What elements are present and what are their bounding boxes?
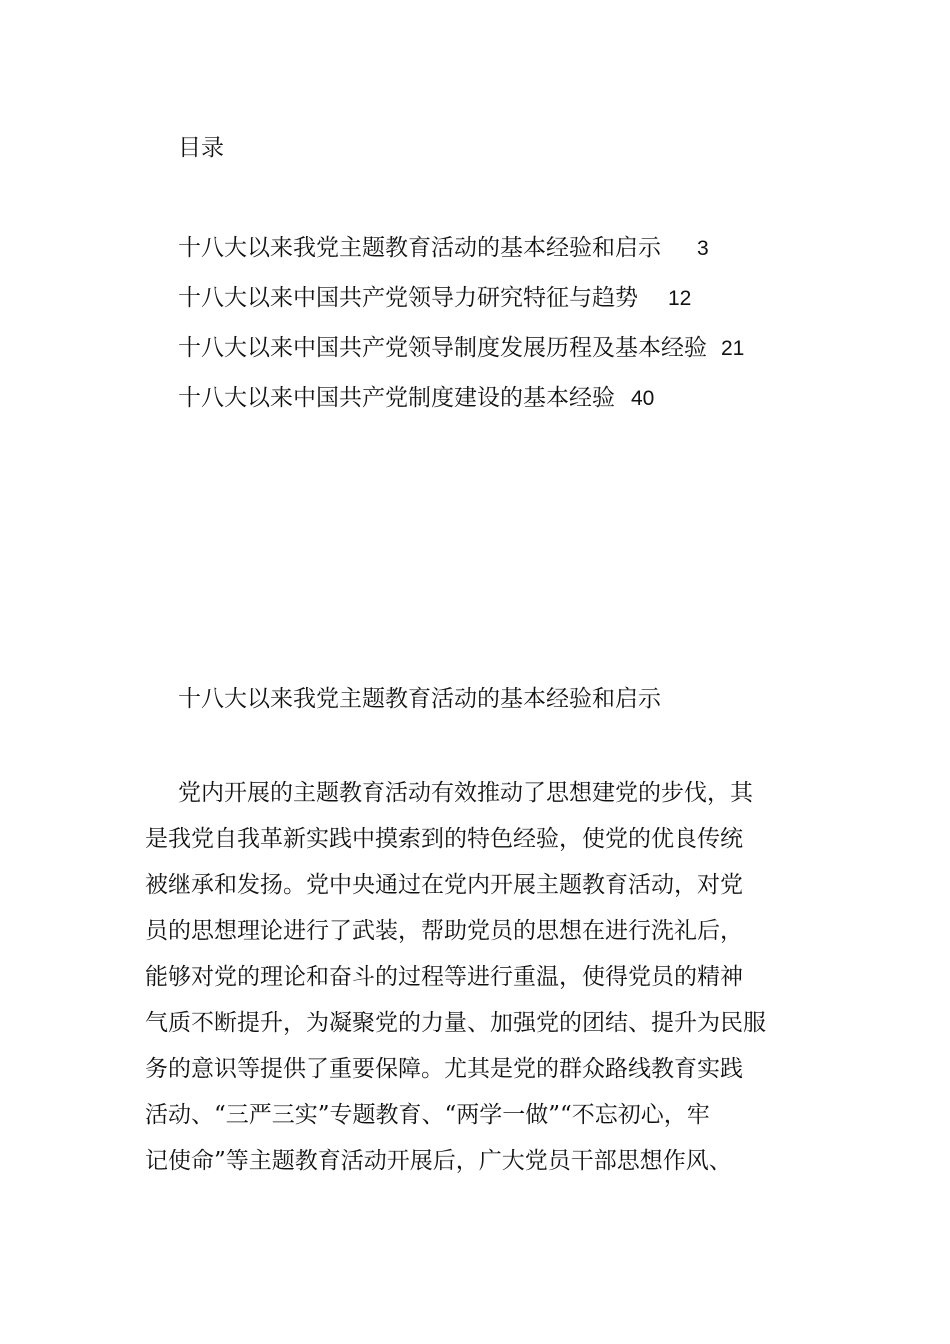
article-heading: 十八大以来我党主题教育活动的基本经验和启示 [178,686,661,712]
toc-entry[interactable] [178,232,744,282]
toc-entry[interactable] [178,332,744,382]
toc-entry-page-number: 12 [668,287,692,310]
table-of-contents [178,232,744,432]
toc-entry-title: 十八大以来我党主题教育活动的基本经验和启示 [178,235,661,261]
paragraph-line: 是我党自我革新实践中摸索到的特色经验，使党的优良传统 [145,826,743,852]
toc-entry[interactable] [178,282,744,332]
toc-entry[interactable] [178,382,744,432]
paragraph-line: 员的思想理论进行了武装，帮助党员的思想在进行洗礼后， [145,918,743,944]
toc-entry-page-number: 3 [697,237,709,260]
paragraph-line: 务的意识等提供了重要保障。尤其是党的群众路线教育实践 [145,1056,743,1082]
paragraph-line: 活动、“三严三实”专题教育、“两学一做”“不忘初心，牢 [145,1102,710,1128]
toc-entry-page-number: 40 [631,387,655,410]
article-body [145,777,807,1191]
toc-entry-title: 十八大以来中国共产党领导制度发展历程及基本经验 [178,335,707,361]
paragraph-line: 能够对党的理论和奋斗的过程等进行重温，使得党员的精神 [145,964,743,990]
paragraph-line: 被继承和发扬。党中央通过在党内开展主题教育活动，对党 [145,872,743,898]
toc-entry-title: 十八大以来中国共产党制度建设的基本经验 [178,385,615,411]
toc-title: 目录 [178,135,224,161]
paragraph-line: 记使命”等主题教育活动开展后，广大党员干部思想作风、 [145,1148,732,1174]
paragraph-line: 党内开展的主题教育活动有效推动了思想建党的步伐，其 [178,780,753,806]
toc-entry-page-number: 21 [721,337,745,360]
paragraph-line: 气质不断提升，为凝聚党的力量、加强党的团结、提升为民服 [145,1010,766,1036]
toc-entry-title: 十八大以来中国共产党领导力研究特征与趋势 [178,285,638,311]
